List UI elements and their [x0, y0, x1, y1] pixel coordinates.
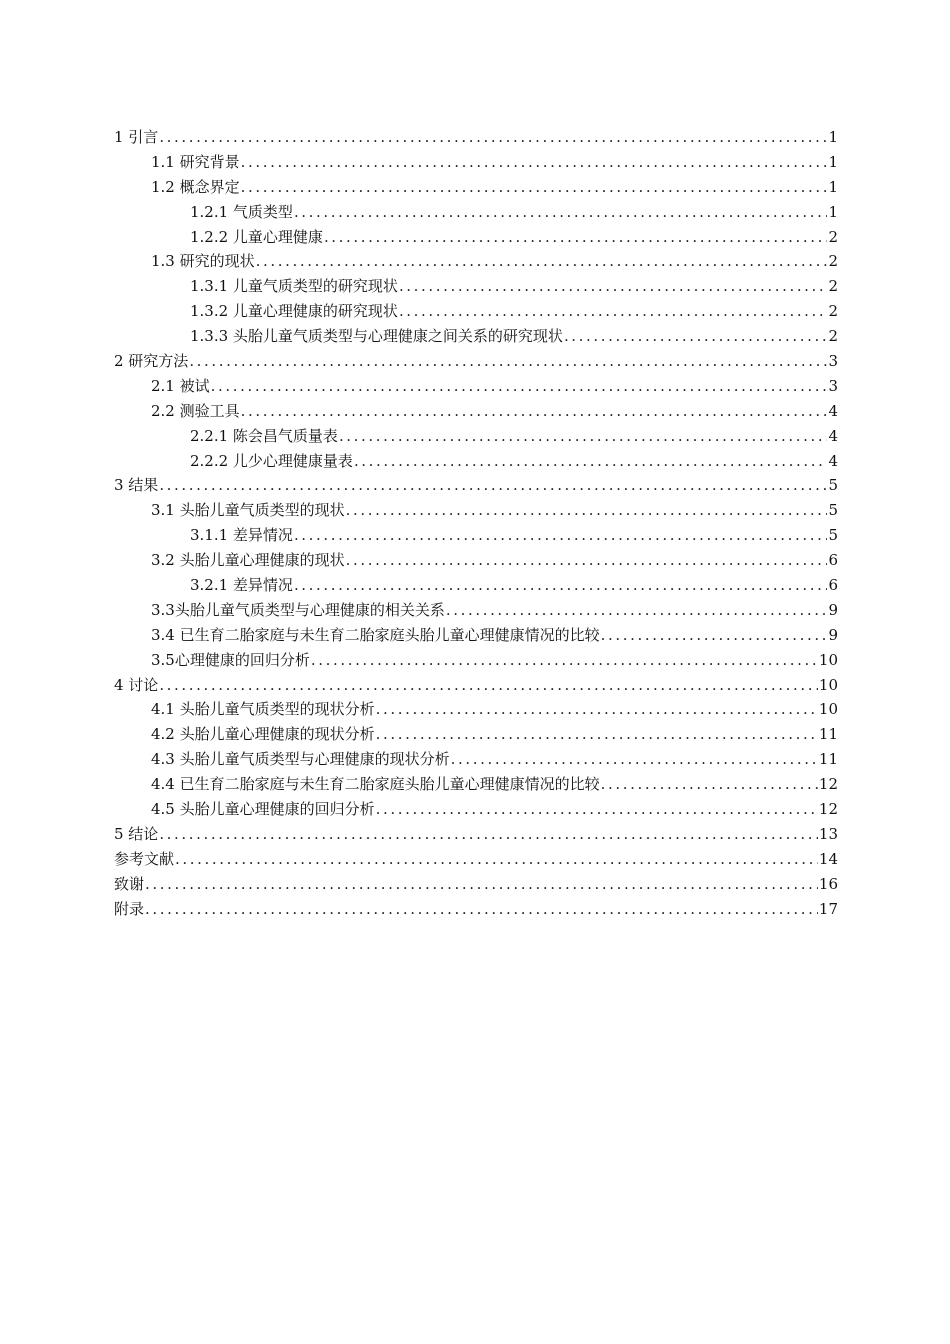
- toc-page-number: 5: [828, 526, 838, 545]
- toc-dot-leader: [211, 374, 828, 399]
- toc-entry[interactable]: [114, 299, 838, 324]
- toc-dot-leader: [241, 175, 828, 200]
- toc-entry-title: 1.3 研究的现状: [151, 252, 255, 271]
- toc-entry-title: 1.2.2 儿童心理健康: [190, 227, 323, 246]
- toc-entry[interactable]: [114, 200, 838, 225]
- toc-page-number: 13: [818, 824, 838, 843]
- toc-dot-leader: [159, 473, 827, 498]
- toc-page-number: 10: [818, 700, 838, 719]
- toc-dot-leader: [601, 772, 818, 797]
- toc-entry[interactable]: [114, 150, 838, 175]
- toc-entry-title: 1.1 研究背景: [151, 152, 240, 171]
- toc-page-number: 3: [828, 376, 838, 395]
- toc-entry[interactable]: [114, 897, 838, 922]
- toc-entry-title: 4.2 头胎儿童心理健康的现状分析: [151, 725, 375, 744]
- toc-entry-title: 2.1 被试: [151, 376, 210, 395]
- toc-page-number: 4: [828, 426, 838, 445]
- toc-page-number: 1: [828, 128, 838, 146]
- toc-page-number: 5: [828, 501, 838, 520]
- toc-dot-leader: [159, 125, 827, 150]
- toc-entry[interactable]: [114, 498, 838, 523]
- toc-page-number: 12: [818, 775, 838, 794]
- toc-page-number: 1: [828, 152, 838, 171]
- toc-entry-title: 3.2.1 差异情况: [190, 576, 293, 595]
- toc-dot-leader: [324, 225, 828, 250]
- toc-dot-leader: [175, 847, 818, 872]
- toc-page-number: 9: [828, 600, 838, 619]
- toc-entry-title: 1.3.1 儿童气质类型的研究现状: [190, 277, 398, 296]
- toc-entry[interactable]: [114, 872, 838, 897]
- toc-entry[interactable]: [114, 349, 838, 374]
- toc-entry[interactable]: [114, 747, 838, 772]
- toc-dot-leader: [145, 897, 818, 922]
- toc-dot-leader: [446, 598, 828, 623]
- toc-dot-leader: [189, 349, 827, 374]
- toc-page-number: 2: [828, 277, 838, 296]
- toc-entry-title: 2.2.1 陈会昌气质量表: [190, 426, 338, 445]
- toc-entry[interactable]: [114, 598, 838, 623]
- toc-entry-title: 4.1 头胎儿童气质类型的现状分析: [151, 700, 375, 719]
- toc-page-number: 9: [828, 625, 838, 644]
- toc-entry-title: 参考文献: [114, 849, 175, 868]
- toc-dot-leader: [159, 673, 818, 698]
- toc-dot-leader: [294, 200, 828, 225]
- toc-entry-title: 3.2 头胎儿童心理健康的现状: [151, 551, 345, 570]
- toc-page-number: 1: [828, 202, 838, 221]
- toc-dot-leader: [399, 274, 828, 299]
- toc-entry[interactable]: [114, 673, 838, 698]
- toc-page-number: 11: [818, 725, 838, 744]
- toc-entry-title: 2.2.2 儿少心理健康量表: [190, 451, 353, 470]
- toc-entry-title: 5 结论: [114, 824, 159, 843]
- toc-dot-leader: [294, 523, 828, 548]
- toc-dot-leader: [451, 747, 818, 772]
- toc-entry[interactable]: [114, 648, 838, 673]
- toc-page-number: 11: [818, 750, 838, 769]
- toc-entry-title: 3.1 头胎儿童气质类型的现状: [151, 501, 345, 520]
- toc-page-number: 17: [818, 899, 838, 918]
- toc-dot-leader: [346, 498, 828, 523]
- toc-page-number: 2: [828, 327, 838, 346]
- toc-entry-title: 3.4 已生育二胎家庭与未生育二胎家庭头胎儿童心理健康情况的比较: [151, 625, 600, 644]
- toc-page-number: 2: [828, 302, 838, 321]
- toc-dot-leader: [564, 324, 828, 349]
- toc-entry[interactable]: [114, 722, 838, 747]
- table-of-contents: [114, 125, 838, 922]
- toc-entry-title: 3.1.1 差异情况: [190, 526, 293, 545]
- toc-entry[interactable]: [114, 473, 838, 498]
- toc-entry[interactable]: [114, 822, 838, 847]
- toc-page-number: 6: [828, 576, 838, 595]
- toc-dot-leader: [241, 399, 828, 424]
- toc-page-number: 2: [828, 227, 838, 246]
- toc-dot-leader: [399, 299, 828, 324]
- toc-entry[interactable]: [114, 548, 838, 573]
- toc-page-number: 16: [818, 874, 838, 893]
- toc-page-number: 5: [828, 476, 838, 495]
- toc-dot-leader: [159, 822, 818, 847]
- toc-entry[interactable]: [114, 399, 838, 424]
- toc-dot-leader: [256, 249, 828, 274]
- toc-entry[interactable]: [114, 847, 838, 872]
- toc-page-number: 4: [828, 451, 838, 470]
- toc-entry-title: 1.2.1 气质类型: [190, 202, 293, 221]
- toc-dot-leader: [241, 150, 828, 175]
- toc-entry[interactable]: [114, 125, 838, 150]
- toc-entry-title: 3.5心理健康的回归分析: [151, 650, 310, 669]
- toc-entry-title: 2 研究方法: [114, 352, 189, 371]
- toc-dot-leader: [376, 722, 818, 747]
- toc-entry[interactable]: [114, 623, 838, 648]
- toc-entry[interactable]: [114, 175, 838, 200]
- toc-entry-title: 1.2 概念界定: [151, 177, 240, 196]
- toc-page-number: 10: [818, 675, 838, 694]
- toc-entry-title: 3 结果: [114, 476, 159, 495]
- toc-page-number: 2: [828, 252, 838, 271]
- toc-dot-leader: [601, 623, 828, 648]
- toc-dot-leader: [145, 872, 818, 897]
- toc-dot-leader: [354, 449, 828, 474]
- toc-dot-leader: [376, 797, 818, 822]
- toc-entry-title: 致谢: [114, 874, 145, 893]
- toc-page-number: 1: [828, 177, 838, 196]
- toc-entry[interactable]: [114, 274, 838, 299]
- toc-dot-leader: [376, 697, 818, 722]
- toc-entry[interactable]: [114, 573, 838, 598]
- toc-page-number: 6: [828, 551, 838, 570]
- toc-dot-leader: [346, 548, 828, 573]
- toc-entry-title: 4.5 头胎儿童心理健康的回归分析: [151, 800, 375, 819]
- toc-entry[interactable]: [114, 697, 838, 722]
- toc-dot-leader: [311, 648, 818, 673]
- toc-entry[interactable]: [114, 324, 838, 349]
- toc-entry[interactable]: [114, 374, 838, 399]
- toc-entry-title: 附录: [114, 899, 145, 918]
- toc-entry-title: 3.3头胎儿童气质类型与心理健康的相关关系: [151, 600, 445, 619]
- toc-entry-title: 1.3.2 儿童心理健康的研究现状: [190, 302, 398, 321]
- toc-entry-title: 2.2 测验工具: [151, 401, 240, 420]
- toc-page-number: 10: [818, 650, 838, 669]
- toc-entry[interactable]: [114, 449, 838, 474]
- toc-dot-leader: [339, 424, 828, 449]
- toc-entry[interactable]: [114, 523, 838, 548]
- toc-entry-title: 4.4 已生育二胎家庭与未生育二胎家庭头胎儿童心理健康情况的比较: [151, 775, 600, 794]
- toc-entry-title: 4 讨论: [114, 675, 159, 694]
- toc-entry[interactable]: [114, 249, 838, 274]
- toc-entry-title: 1.3.3 头胎儿童气质类型与心理健康之间关系的研究现状: [190, 327, 563, 346]
- toc-page-number: 4: [828, 401, 838, 420]
- toc-entry[interactable]: [114, 225, 838, 250]
- toc-page-number: 14: [818, 849, 838, 868]
- toc-entry[interactable]: [114, 772, 838, 797]
- toc-page-number: 3: [828, 352, 838, 371]
- toc-entry[interactable]: [114, 797, 838, 822]
- toc-page-number: 12: [818, 800, 838, 819]
- toc-entry[interactable]: [114, 424, 838, 449]
- toc-entry-title: 1 引言: [114, 128, 159, 146]
- toc-entry-title: 4.3 头胎儿童气质类型与心理健康的现状分析: [151, 750, 450, 769]
- toc-dot-leader: [294, 573, 828, 598]
